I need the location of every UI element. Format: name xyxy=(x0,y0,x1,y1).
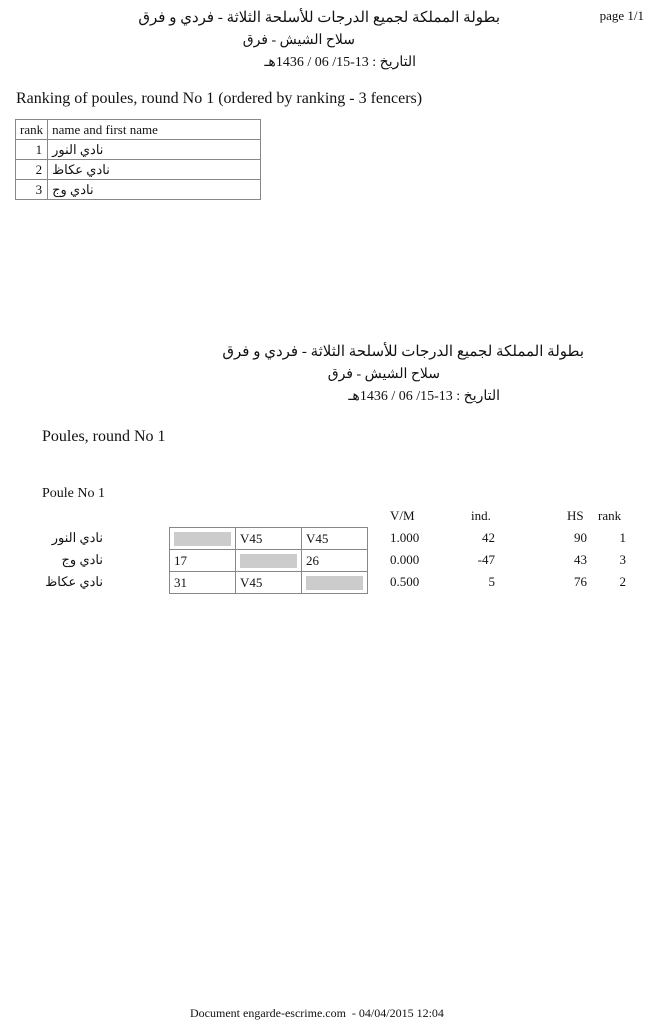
date-label: التاريخ : 13-15/ 06 / 1436هـ xyxy=(348,389,500,404)
bout-score-cell: V45 xyxy=(302,528,368,550)
table-row xyxy=(170,550,368,572)
rank-column-header: rank xyxy=(16,120,48,140)
competition-title: بطولة المملكة لجميع الدرجات للأسلحة الثلاثة - فردي و فرق xyxy=(222,344,584,360)
weapon-label: سلاح الشيش - فرق xyxy=(242,33,355,48)
table-row xyxy=(170,572,368,594)
ranking-header-row xyxy=(16,120,261,140)
ind-column-header: ind. xyxy=(471,508,491,523)
diagonal-cell xyxy=(170,528,236,550)
rank-column-header: rank xyxy=(598,508,622,523)
vm-value: 0.500 xyxy=(390,574,420,589)
rank-value: 3 xyxy=(619,552,626,567)
vm-column-header: V/M xyxy=(390,508,415,523)
document-footer: Document engarde-escrime.com - 04/04/2015 12:04 xyxy=(190,1006,444,1020)
bout-score-cell: 26 xyxy=(302,550,368,572)
poule-grid xyxy=(169,527,368,594)
rank-cell: 3 xyxy=(16,180,48,200)
competition-title: بطولة المملكة لجميع الدرجات للأسلحة الثلاثة - فردي و فرق xyxy=(138,10,500,26)
hs-value: 90 xyxy=(574,530,587,545)
page-label: page 1/1 xyxy=(599,8,644,23)
ind-value: 42 xyxy=(482,530,495,545)
poule-team-name: نادي النور xyxy=(51,530,103,545)
rank-cell: 1 xyxy=(16,140,48,160)
ind-value: 5 xyxy=(488,574,495,589)
table-row xyxy=(170,528,368,550)
team-name: نادي عكاظ xyxy=(52,162,110,177)
bout-score-cell: 17 xyxy=(170,550,236,572)
name-cell xyxy=(48,160,261,180)
table-row xyxy=(16,180,261,200)
bout-score-cell: 31 xyxy=(170,572,236,594)
date-label: التاريخ : 13-15/ 06 / 1436هـ xyxy=(264,55,416,70)
vm-value: 0.000 xyxy=(390,552,420,567)
poule-team-name: نادي عكاظ xyxy=(45,574,103,589)
hs-column-header: HS xyxy=(567,508,584,523)
hs-value: 76 xyxy=(574,574,587,589)
poule-title: Poule No 1 xyxy=(42,486,105,501)
table-row xyxy=(16,140,261,160)
bout-score-cell: V45 xyxy=(236,572,302,594)
rank-value: 2 xyxy=(619,574,626,589)
name-column-header: name and first name xyxy=(48,120,261,140)
rank-value: 1 xyxy=(619,530,626,545)
name-cell xyxy=(48,180,261,200)
diagonal-cell xyxy=(302,572,368,594)
vm-value: 1.000 xyxy=(390,530,420,545)
hs-value: 43 xyxy=(574,552,587,567)
name-cell xyxy=(48,140,261,160)
diagonal-cell xyxy=(236,550,302,572)
poule-team-name: نادي وج xyxy=(61,552,103,567)
poules-heading: Poules, round No 1 xyxy=(42,428,166,445)
ranking-heading: Ranking of poules, round No 1 (ordered by ranking - 3 fencers) xyxy=(16,90,423,107)
ind-value: -47 xyxy=(477,552,495,567)
diagonal-fill xyxy=(174,532,231,546)
team-name: نادي النور xyxy=(52,142,104,157)
bout-score-cell: V45 xyxy=(236,528,302,550)
diagonal-fill xyxy=(306,576,363,590)
rank-cell: 2 xyxy=(16,160,48,180)
diagonal-fill xyxy=(240,554,297,568)
ranking-table xyxy=(15,119,261,200)
table-row xyxy=(16,160,261,180)
weapon-label: سلاح الشيش - فرق xyxy=(327,367,440,382)
team-name: نادي وج xyxy=(52,182,94,197)
